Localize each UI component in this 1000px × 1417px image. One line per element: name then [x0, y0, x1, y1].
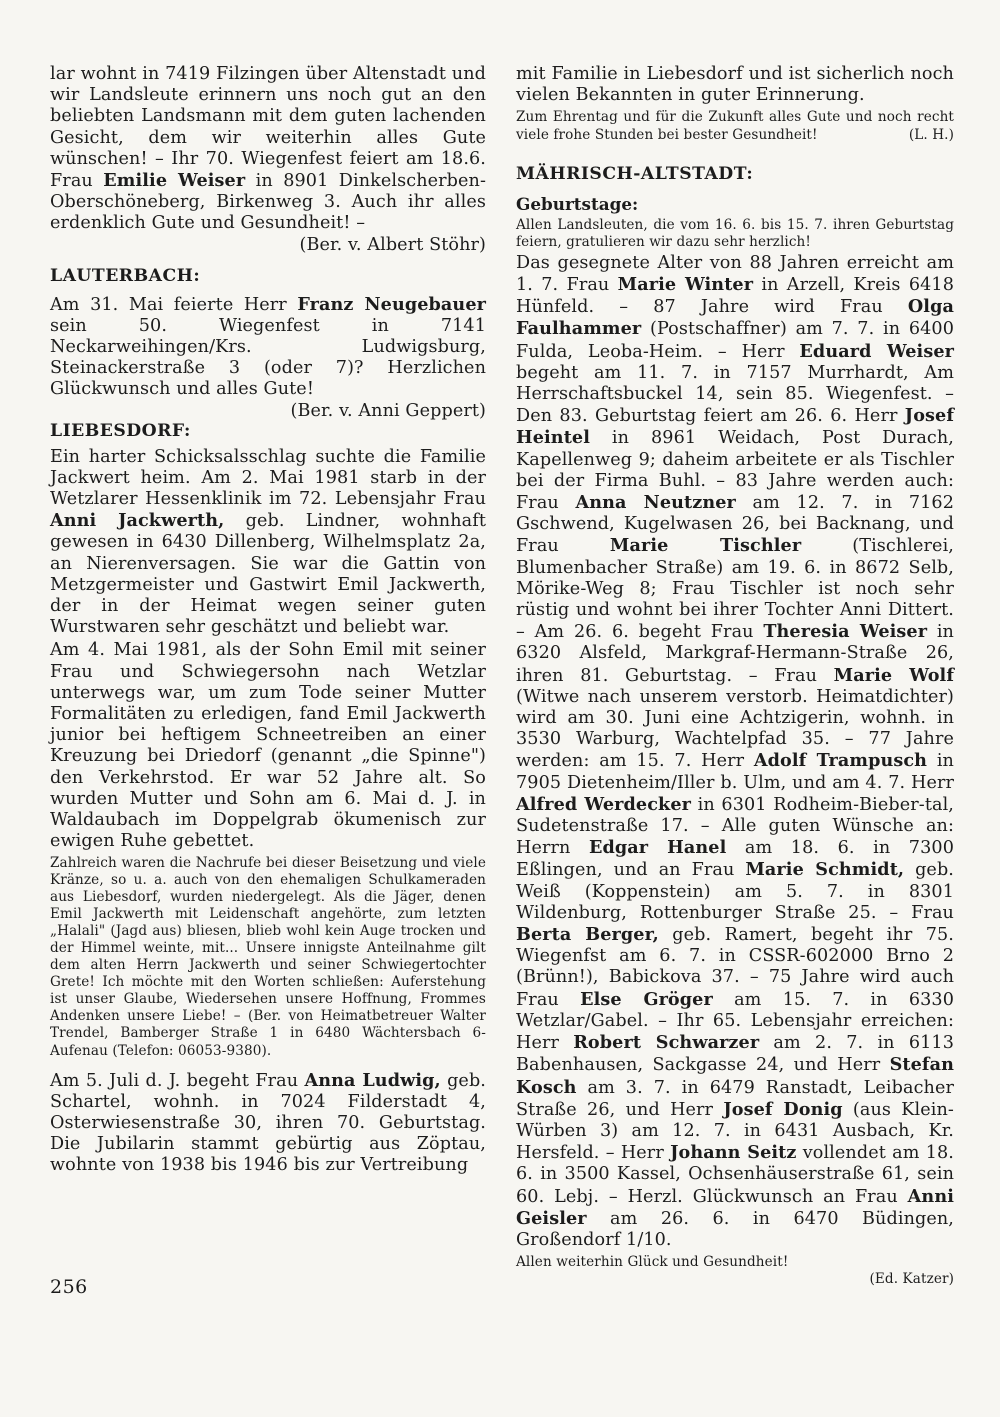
birthday-text: am 15. 7. in 6330 Wetzlar/Gabel. – Ihr 65. Lebensjahr erreichen: Herr	[516, 989, 955, 1054]
birthday-text: (Tischlerei, Blumenbacher Straße) am 19. 6. in 8672 Selb, Mörike-Weg 8; Frau Tischler ist noch sehr rüstig und wohnt bei ihrer Tochter Anni Dittert. – Am 26. 6. begeht Frau	[516, 536, 954, 643]
liebesdorf-paragraph-4: Am 5. Juli d. J. begeht Frau Anna Ludwig, geb. Schartel, wohnh. in 7024 Filderstadt 4, Osterwiesenstraße 30, ihren 70. Geburtstag. Die Jubilarin stammt gebürtig aus Zöptau, wohnte von 1938 bis 1946 bis zur Vertreibung	[50, 1069, 486, 1176]
birthday-name: Eduard Weiser	[799, 340, 954, 362]
name-franz-neugebauer: Franz Neugebauer	[297, 293, 486, 315]
liebesdorf-paragraph-2: Am 4. Mai 1981, als der Sohn Emil mit seiner Frau und Schwiegersohn nach Wetzlar unterwegs war, um zum Tode seiner Mutter Formalitäten zu erledigen, fand Emil Jackwerth junior bei heftigem Schneetreiben an einer Kreuzung bei Driedorf (genannt „die Spinne") den Verkehrstod. Er war 52 Jahre alt. So wurden Mutter und Sohn am 6. Mai d. J. in Waldaubach im Doppelgrab ökumenisch zur ewigen Ruhe gebettet.	[50, 640, 486, 852]
birthday-name: Berta Berger,	[516, 924, 659, 946]
birthday-name: Josef Heintel	[516, 405, 954, 449]
lauterbach-paragraph: Am 31. Mai feierte Herr Franz Neugebauer sein 50. Wiegenfest in 7141 Neckarweihingen/Krs. Ludwigsburg, Steinackerstraße 3 (oder 7)? Herzlichen Glückwunsch und alles Gute! (Ber. v. Anni Geppert)	[50, 293, 486, 421]
birthday-name: Stefan Kosch	[516, 1054, 954, 1098]
birthday-text: begeht am 11. 7. in 7157 Murrhardt, Am Herrschaftsbuckel 14, sein 85. Wiegenfest. – Den 83. Geburtstag feiert am 26. 6. Herr	[516, 362, 954, 427]
birthday-name: Marie Winter	[617, 273, 754, 295]
birthday-name: Robert Schwarzer	[573, 1032, 760, 1054]
birthday-text: in 8961 Weidach, Post Durach, Kapellenweg 9; daheim arbeitete er als Tischler bei der Firma Buhl. – 83 Jahre werden auch: Frau	[516, 428, 954, 514]
credit-lh: (L. H.)	[908, 126, 954, 143]
birthday-text: geb. Ramert, begeht ihr 75. Wiegenfst am 6. 7. in CSSR-602000 Brno 2 (Brünn!), Babickova 37. – 75 Jahre wird auch Frau	[516, 925, 954, 1010]
birthday-name: Marie Schmidt,	[745, 859, 905, 881]
birthday-text: geb. Weiß (Koppenstein) am 5. 7. in 8301 Wildenburg, Rottenburger Straße 25. – Frau	[516, 860, 954, 923]
birthday-name: Edgar Hanel	[588, 837, 727, 859]
liebesdorf-paragraph-1: Ein harter Schicksalsschlag suchte die Familie Jackwert heim. Am 2. Mai 1981 starb in der Wetzlarer Hessenklinik im 72. Lebensjahr Frau Anni Jackwerth, geb. Lindner, wohnhaft gewesen in 6430 Dillenberg, Wilhelmsplatz 2a, an Nierenversagen. Sie war die Gattin von Metzgermeister und Gastwirt Emil Jackwerth, der in der Heimat wegen seiner guten Wurstwaren sehr geschätzt und beliebt war.	[50, 446, 486, 638]
birthday-text: in 6301 Rodheim-Bieber-tal, Sudetenstraße 17. – Alle guten Wünsche an: Herrn	[516, 794, 954, 859]
name-emilie-weiser: Emilie Weiser	[103, 170, 246, 192]
credit-albert-stoehr: (Ber. v. Albert Stöhr)	[299, 234, 486, 255]
birthday-name: Johann Seitz	[670, 1142, 797, 1164]
birthday-text: in 7905 Dietenheim/Iller b. Ulm, und am 4. 7. Herr	[516, 751, 954, 793]
birthday-name: Alfred Werdecker	[516, 793, 691, 815]
birthday-text: am 26. 6. in 6470 Büdingen, Großendorf 1/10.	[516, 1208, 954, 1250]
right-column	[516, 64, 954, 1288]
birthday-text: vollendet am 18. 6. in 3500 Kassel, Ochsenhäuserstraße 61, sein 60. Lebj. – Herzl. Glückwunsch an Frau	[516, 1143, 955, 1207]
heading-maehrisch-altstadt: MÄHRISCH-ALTSTADT:	[516, 163, 754, 184]
birthday-text: (Postschaffner) am 7. 7. in 6400 Fulda, Leoba-Heim. – Herr	[516, 319, 954, 362]
left-column	[50, 64, 486, 1177]
continued-paragraph: mit Familie in Liebesdorf und ist sicherlich noch vielen Bekannten in guter Erinnerung.	[516, 64, 954, 106]
birthday-text: am 2. 7. in 6113 Babenhausen, Sackgasse 24, und Herr	[516, 1033, 955, 1076]
birthday-text: (Witwe nach unserem verstorb. Heimatdichter) wird am 30. Juni eine Achtzigerin, wohnh. in 3530 Warburg, Wachtelpfad 35. – 77 Jahre werden: am 15. 7. Herr	[516, 686, 954, 772]
page-number: 256	[50, 1276, 88, 1298]
birthday-text: am 12. 7. in 7162 Gschwend, Kugelwasen 26, bei Backnang, und Frau	[516, 493, 955, 557]
birthday-text: Das gesegnete Alter von 88 Jahren erreicht am 1. 7. Frau	[516, 252, 954, 295]
birthday-name: Marie Tischler	[609, 535, 802, 557]
birthday-name: Marie Wolf	[833, 664, 954, 686]
liebesdorf-paragraph-3: Zahlreich waren die Nachrufe bei dieser Beisetzung und viele Kränze, so u. a. auch von den ehemaligen Schulkameraden aus Liebesdorf, wurden niedergelegt. Als die Jäger, denen Emil Jackwerth mit Leidenschaft angehörte, zum letzten „Halali" (Jagd aus) bliesen, blieb wohl kein Auge trocken und der Himmel weinte, mit... Unsere innigste Anteilnahme gilt dem alten Herrn Jackwerth und seiner Schwiegertochter Grete! Ich möchte mit den Worten schließen: Auferstehung ist unser Glaube, Wiedersehen unsere Hoffnung, Frommes Andenken unsere Liebe! – (Ber. von Heimatbetreuer Walter Trendel, Bamberger Straße 1 in 6480 Wächtersbach 6-Aufenau (Telefon: 06053-9380).	[50, 854, 486, 1059]
birthday-text: in Arzell, Kreis 6418 Hünfeld. – 87 Jahre wird Frau	[516, 274, 954, 318]
birthday-name: Anna Neutzner	[575, 492, 736, 514]
birthday-name: Anni Geisler	[516, 1185, 954, 1229]
credit-anni-geppert: (Ber. v. Anni Geppert)	[290, 400, 486, 421]
birthday-text: am 3. 7. in 6479 Ranstadt, Leibacher Straße 26, und Herr	[516, 1077, 954, 1120]
continued-small-paragraph: Zum Ehrentag und für die Zukunft alles Gute und noch recht viele frohe Stunden bei bester Gesundheit! (L. H.)	[516, 109, 954, 143]
name-anni-jackwerth: Anni Jackwerth,	[50, 510, 225, 532]
credit-ed-katzer: (Ed. Katzer)	[869, 1271, 954, 1288]
birthday-text: am 18. 6. in 7300 Eßlingen, und an Frau	[516, 838, 954, 881]
birthday-name: Josef Donig	[723, 1098, 843, 1120]
intro-paragraph: lar wohnt in 7419 Filzingen über Altenstadt und wir Landsleute erinnern uns noch gut an den beliebten Landsmann mit dem guten lachenden Gesicht, dem wir weiterhin alles Gute wünschen! – Ihr 70. Wiegenfest feiert am 18.6. Frau Emilie Weiser in 8901 Dinkelscherben-Oberschöneberg, Birkenweg 3. Auch ihr alles erdenklich Gute und Gesundheit! – (Ber. v. Albert Stöhr)	[50, 64, 487, 255]
birthday-name: Theresia Weiser	[763, 621, 928, 643]
birthday-name: Adolf Trampusch	[753, 750, 928, 772]
closing-wishes: Allen weiterhin Glück und Gesundheit!	[516, 1254, 789, 1271]
subheading-geburtstage: Geburtstage:	[516, 193, 639, 214]
birthday-text: (aus Klein-Würben 3) am 12. 7. in 6431 Ausbach, Kr. Hersfeld. – Herr	[516, 1099, 954, 1164]
birthday-text: in 6320 Alsfeld, Markgraf-Hermann-Straße 26, ihren 81. Geburtstag. – Frau	[516, 622, 954, 686]
heading-liebesdorf: LIEBESDORF:	[50, 420, 191, 441]
birthday-list-paragraph	[516, 253, 954, 1251]
closing-credit-wrapper	[516, 1271, 954, 1288]
birthday-name: Olga Faulhammer	[516, 296, 954, 340]
birthday-intro: Allen Landsleuten, die vom 16. 6. bis 15. 7. ihren Geburtstag feiern, gratulieren wir dazu sehr herzlich!	[516, 216, 954, 250]
heading-lauterbach: LAUTERBACH:	[50, 265, 201, 286]
name-anna-ludwig: Anna Ludwig,	[304, 1069, 441, 1091]
birthday-name: Else Gröger	[580, 988, 713, 1010]
